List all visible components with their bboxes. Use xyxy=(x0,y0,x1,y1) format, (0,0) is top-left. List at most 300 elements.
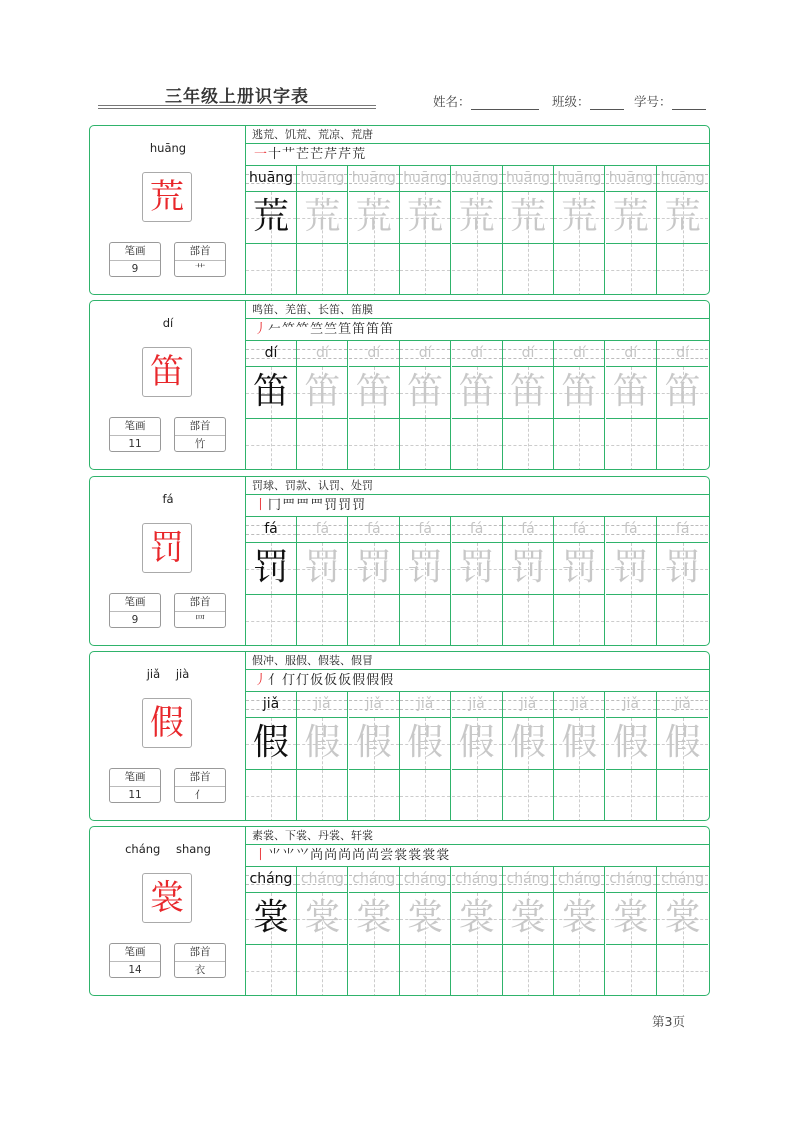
character-trace: 荒 xyxy=(458,196,495,237)
blank-writing-box[interactable] xyxy=(503,770,553,821)
page-header xyxy=(0,0,800,120)
guide-line xyxy=(606,621,656,622)
blank-writing-box[interactable] xyxy=(297,595,347,646)
blank-writing-box[interactable] xyxy=(400,945,450,996)
character-card xyxy=(89,300,710,470)
blank-writing-box[interactable] xyxy=(349,595,399,646)
stroke-step: 笛 xyxy=(352,322,367,337)
practice-cell[interactable] xyxy=(554,692,605,821)
blank-writing-box[interactable] xyxy=(297,419,347,470)
character-writing-box xyxy=(452,543,502,595)
pinyin-writing-row xyxy=(452,867,502,893)
pinyin-trace: dí xyxy=(573,345,586,361)
blank-writing-box[interactable] xyxy=(554,770,604,821)
pinyin-trace: jiǎ xyxy=(519,696,537,712)
stroke-step: 假 xyxy=(352,673,367,688)
guide-line xyxy=(606,445,656,446)
practice-panel xyxy=(246,126,709,294)
radical-value: 艹 xyxy=(194,263,206,275)
practice-cell[interactable] xyxy=(503,867,554,996)
radical-label: 部首 xyxy=(175,594,225,612)
radical-label: 部首 xyxy=(175,243,225,261)
character-trace: 笛 xyxy=(612,371,649,412)
blank-writing-box[interactable] xyxy=(606,770,656,821)
character-trace: 裳 xyxy=(407,897,444,938)
guide-line xyxy=(503,971,553,972)
guide-line xyxy=(400,621,450,622)
stroke-count-value: 9 xyxy=(131,614,139,626)
blank-writing-box[interactable] xyxy=(657,419,708,470)
practice-cell[interactable] xyxy=(246,166,297,295)
stroke-count-box xyxy=(109,417,161,452)
practice-cell[interactable] xyxy=(606,867,657,996)
page-number: 第3页 xyxy=(652,1014,685,1029)
pinyin-trace: huāng xyxy=(403,170,448,186)
guide-line xyxy=(452,445,502,446)
practice-cell[interactable] xyxy=(349,692,400,821)
guide-line xyxy=(554,445,604,446)
practice-cell[interactable] xyxy=(297,517,348,646)
guide-line xyxy=(554,270,604,271)
stroke-step: 丿 xyxy=(254,322,269,337)
example-words: 罚球、罚款、认罚、处罚 xyxy=(246,477,709,495)
blank-writing-box[interactable] xyxy=(246,945,296,996)
character-trace: 假 xyxy=(509,722,546,763)
student-id-blank[interactable] xyxy=(672,97,706,110)
practice-cell[interactable] xyxy=(452,867,503,996)
stroke-step: 尚 xyxy=(352,848,367,863)
practice-cell[interactable] xyxy=(657,867,708,996)
blank-writing-box[interactable] xyxy=(400,770,450,821)
pinyin-writing-row xyxy=(503,692,553,718)
stroke-count-value: 11 xyxy=(128,789,142,801)
pinyin-trace: jiǎ xyxy=(417,696,434,712)
practice-panel xyxy=(246,827,709,995)
practice-cell[interactable] xyxy=(400,867,451,996)
guide-line xyxy=(657,270,708,271)
pinyin-writing-row xyxy=(657,341,708,367)
character-writing-box xyxy=(657,718,708,770)
character-trace: 笛 xyxy=(561,371,598,412)
pinyin-writing-row xyxy=(657,517,708,543)
blank-writing-box[interactable] xyxy=(503,595,553,646)
practice-cell[interactable] xyxy=(349,867,400,996)
character-trace: 假 xyxy=(458,722,495,763)
stroke-order xyxy=(246,845,709,867)
pinyin-trace: dí xyxy=(418,345,432,361)
guide-line xyxy=(297,796,347,797)
practice-cell[interactable] xyxy=(606,341,657,470)
practice-grid xyxy=(246,867,709,996)
character-writing-box xyxy=(452,718,502,770)
character-trace: 裳 xyxy=(355,897,392,938)
character-trace: 笛 xyxy=(664,371,701,412)
character-trace: 假 xyxy=(304,722,341,763)
pinyin-trace: cháng xyxy=(455,871,499,887)
character-card xyxy=(89,476,710,646)
character-writing-box xyxy=(400,192,450,244)
character-trace: 罚 xyxy=(561,547,598,588)
stroke-count-box xyxy=(109,943,161,978)
practice-cell[interactable] xyxy=(657,517,708,646)
pinyin-trace: dí xyxy=(470,345,483,361)
practice-cell[interactable] xyxy=(246,692,297,821)
practice-cell[interactable] xyxy=(400,166,451,295)
blank-writing-box[interactable] xyxy=(657,770,708,821)
character-info-panel xyxy=(90,477,246,645)
pinyin-writing-row xyxy=(452,692,502,718)
example-words: 鸣笛、羌笛、长笛、笛膜 xyxy=(246,301,709,319)
pinyin-writing-row xyxy=(349,867,399,893)
stroke-step: 笛 xyxy=(366,322,381,337)
guide-line xyxy=(246,796,296,797)
character-trace: 裳 xyxy=(304,897,341,938)
stroke-step: ⺍ xyxy=(296,848,311,863)
guide-line xyxy=(657,445,708,446)
character-writing-box xyxy=(606,718,656,770)
stroke-step: 裳 xyxy=(436,848,451,863)
stroke-step: ⺌ xyxy=(268,848,283,863)
practice-cell[interactable] xyxy=(246,341,297,470)
stroke-step: 尝 xyxy=(380,848,395,863)
practice-cell[interactable] xyxy=(400,692,451,821)
pinyin-trace: huāng xyxy=(557,170,602,186)
practice-cell[interactable] xyxy=(297,341,348,470)
character-trace: 荒 xyxy=(509,196,546,237)
practice-panel xyxy=(246,652,709,820)
character-model: 罚 xyxy=(252,547,289,588)
stroke-count-label: 笔画 xyxy=(110,944,160,962)
stroke-step: 丨 xyxy=(254,498,269,513)
character-info-panel xyxy=(90,301,246,469)
pinyin-trace: huāng xyxy=(300,170,345,186)
character-writing-box xyxy=(400,893,450,945)
practice-cell[interactable] xyxy=(349,517,400,646)
pinyin-writing-row xyxy=(349,341,399,367)
blank-writing-box[interactable] xyxy=(503,945,553,996)
stroke-step: 仮 xyxy=(338,673,353,688)
character-writing-box xyxy=(606,367,656,419)
practice-cell[interactable] xyxy=(297,166,348,295)
pinyin-trace: fá xyxy=(469,521,484,537)
pinyin-writing-row xyxy=(297,517,347,543)
blank-writing-box[interactable] xyxy=(606,945,656,996)
practice-cell[interactable] xyxy=(503,341,554,470)
blank-writing-box[interactable] xyxy=(503,244,553,295)
pinyin-trace: fá xyxy=(675,521,690,537)
pinyin-trace: dí xyxy=(521,345,535,361)
practice-cell[interactable] xyxy=(554,867,605,996)
character-writing-box xyxy=(503,367,553,419)
stroke-step: 罚 xyxy=(352,498,367,513)
radical-label: 部首 xyxy=(175,418,225,436)
guide-line xyxy=(400,971,450,972)
guide-line xyxy=(503,270,553,271)
blank-writing-box[interactable] xyxy=(246,244,296,295)
guide-line xyxy=(452,621,502,622)
stroke-step: 十 xyxy=(268,147,283,162)
pinyin-writing-row xyxy=(606,692,656,718)
character-display: 裳 xyxy=(142,873,192,923)
practice-cell[interactable] xyxy=(554,341,605,470)
class-field[interactable] xyxy=(552,92,624,110)
guide-line xyxy=(297,971,347,972)
practice-cell[interactable] xyxy=(452,692,503,821)
blank-writing-box[interactable] xyxy=(452,419,502,470)
pinyin-writing-row xyxy=(349,166,399,192)
practice-cell[interactable] xyxy=(400,517,451,646)
practice-grid xyxy=(246,692,709,821)
practice-cell[interactable] xyxy=(554,166,605,295)
character-display: 罚 xyxy=(142,523,192,573)
stroke-step: 丿 xyxy=(254,673,269,688)
practice-grid xyxy=(246,166,709,295)
stroke-step: 假 xyxy=(366,673,381,688)
practice-cell[interactable] xyxy=(503,692,554,821)
practice-cell[interactable] xyxy=(606,692,657,821)
pinyin-writing-row xyxy=(554,867,604,893)
practice-cell[interactable] xyxy=(400,341,451,470)
pinyin-writing-row xyxy=(400,517,450,543)
blank-writing-box[interactable] xyxy=(297,945,347,996)
practice-cell[interactable] xyxy=(657,166,708,295)
character-pinyin: huāng xyxy=(149,141,187,155)
guide-line xyxy=(349,621,399,622)
stroke-step: 尚 xyxy=(338,848,353,863)
blank-writing-box[interactable] xyxy=(657,945,708,996)
blank-writing-box[interactable] xyxy=(554,419,604,470)
pinyin-trace: fá xyxy=(572,521,587,537)
stroke-step: 艹 xyxy=(282,147,297,162)
radical-value: 衣 xyxy=(194,964,206,976)
stroke-count-value: 9 xyxy=(131,263,139,275)
stroke-step: 芹 xyxy=(338,147,353,162)
character-writing-box xyxy=(297,893,347,945)
character-trace: 罚 xyxy=(612,547,649,588)
character-pinyin: fá xyxy=(162,492,174,506)
blank-writing-box[interactable] xyxy=(452,770,502,821)
radical-box xyxy=(174,417,226,452)
practice-cell[interactable] xyxy=(452,166,503,295)
pinyin-trace: cháng xyxy=(557,871,601,887)
stroke-count-value: 11 xyxy=(128,438,142,450)
blank-writing-box[interactable] xyxy=(297,244,347,295)
stroke-step: 一 xyxy=(254,147,269,162)
blank-writing-box[interactable] xyxy=(554,945,604,996)
character-writing-box xyxy=(246,192,296,244)
pinyin-writing-row xyxy=(452,166,502,192)
blank-writing-box[interactable] xyxy=(606,244,656,295)
blank-writing-box[interactable] xyxy=(400,595,450,646)
guide-line xyxy=(554,971,604,972)
character-trace: 罚 xyxy=(407,547,444,588)
stroke-step: 笪 xyxy=(338,322,353,337)
character-card xyxy=(89,826,710,996)
character-trace: 罚 xyxy=(664,547,701,588)
practice-cell[interactable] xyxy=(657,341,708,470)
character-writing-box xyxy=(657,192,708,244)
pinyin-writing-row xyxy=(503,166,553,192)
practice-cell[interactable] xyxy=(503,166,554,295)
character-writing-box xyxy=(554,192,604,244)
pinyin-trace: cháng xyxy=(352,871,396,887)
practice-cell[interactable] xyxy=(452,341,503,470)
pinyin-trace: fá xyxy=(418,521,432,537)
character-writing-box xyxy=(246,718,296,770)
stroke-step: 罒 xyxy=(310,498,325,513)
blank-writing-box[interactable] xyxy=(554,595,604,646)
practice-cell[interactable] xyxy=(606,166,657,295)
guide-line xyxy=(297,270,347,271)
pinyin-trace: jiǎ xyxy=(314,696,331,712)
pinyin-writing-row xyxy=(657,867,708,893)
guide-line xyxy=(246,971,296,972)
stroke-step: 芒 xyxy=(310,147,325,162)
blank-writing-box[interactable] xyxy=(400,419,450,470)
character-trace: 笛 xyxy=(458,371,495,412)
character-trace: 荒 xyxy=(407,196,444,237)
stroke-count-label: 笔画 xyxy=(110,769,160,787)
character-writing-box xyxy=(349,543,399,595)
pinyin-writing-row xyxy=(503,867,553,893)
guide-line xyxy=(349,270,399,271)
character-trace: 荒 xyxy=(355,196,392,237)
name-field[interactable] xyxy=(433,92,539,110)
blank-writing-box[interactable] xyxy=(452,595,502,646)
stroke-step: 竺 xyxy=(310,322,325,337)
practice-cell[interactable] xyxy=(246,867,297,996)
character-trace: 罚 xyxy=(355,547,392,588)
guide-line xyxy=(503,796,553,797)
blank-writing-box[interactable] xyxy=(503,419,553,470)
character-trace: 罚 xyxy=(304,547,341,588)
practice-cell[interactable] xyxy=(349,341,400,470)
character-writing-box xyxy=(503,718,553,770)
practice-cell[interactable] xyxy=(657,692,708,821)
name-blank[interactable] xyxy=(471,97,539,110)
character-writing-box xyxy=(554,718,604,770)
stroke-step: 罚 xyxy=(324,498,339,513)
guide-line xyxy=(657,796,708,797)
stroke-step: 𥫗 xyxy=(296,322,311,337)
pinyin-trace: fá xyxy=(315,521,330,537)
pinyin-writing-row xyxy=(297,166,347,192)
guide-line xyxy=(349,971,399,972)
class-blank[interactable] xyxy=(590,97,624,110)
pinyin-trace: dí xyxy=(624,345,638,361)
guide-line xyxy=(452,971,502,972)
stroke-step: 裳 xyxy=(394,848,409,863)
character-info-panel xyxy=(90,652,246,820)
character-trace: 裳 xyxy=(509,897,546,938)
character-writing-box xyxy=(503,893,553,945)
blank-writing-box[interactable] xyxy=(349,419,399,470)
blank-writing-box[interactable] xyxy=(349,770,399,821)
guide-line xyxy=(657,971,708,972)
practice-cell[interactable] xyxy=(606,517,657,646)
practice-cell[interactable] xyxy=(452,517,503,646)
blank-writing-box[interactable] xyxy=(297,770,347,821)
page-title: 三年级上册识字表 xyxy=(165,87,309,107)
stroke-count-box xyxy=(109,768,161,803)
blank-writing-box[interactable] xyxy=(246,770,296,821)
blank-writing-box[interactable] xyxy=(349,244,399,295)
character-trace: 笛 xyxy=(355,371,392,412)
practice-cell[interactable] xyxy=(503,517,554,646)
character-writing-box xyxy=(452,367,502,419)
pinyin-writing-row xyxy=(503,517,553,543)
student-id-field[interactable] xyxy=(634,92,706,110)
blank-writing-box[interactable] xyxy=(606,595,656,646)
stroke-step: 仮 xyxy=(310,673,325,688)
character-trace: 假 xyxy=(664,722,701,763)
blank-writing-box[interactable] xyxy=(246,419,296,470)
guide-line xyxy=(297,621,347,622)
character-display: 荒 xyxy=(142,172,192,222)
pinyin-trace: fá xyxy=(521,521,535,537)
pinyin-trace: jiǎ xyxy=(571,696,588,712)
character-writing-box xyxy=(400,543,450,595)
practice-cell[interactable] xyxy=(297,692,348,821)
character-trace: 笛 xyxy=(407,371,444,412)
practice-cell[interactable] xyxy=(246,517,297,646)
character-writing-box xyxy=(554,893,604,945)
character-writing-box xyxy=(503,543,553,595)
practice-cell[interactable] xyxy=(297,867,348,996)
blank-writing-box[interactable] xyxy=(657,244,708,295)
character-model: 荒 xyxy=(252,196,289,237)
blank-writing-box[interactable] xyxy=(246,595,296,646)
pinyin-writing-row xyxy=(606,166,656,192)
stroke-step: 假 xyxy=(380,673,395,688)
blank-writing-box[interactable] xyxy=(452,945,502,996)
radical-value: 竹 xyxy=(194,438,206,450)
pinyin-writing-row xyxy=(349,692,399,718)
blank-writing-box[interactable] xyxy=(400,244,450,295)
stroke-step: 尚 xyxy=(366,848,381,863)
blank-writing-box[interactable] xyxy=(452,244,502,295)
practice-cell[interactable] xyxy=(554,517,605,646)
pinyin-trace: fá xyxy=(367,521,381,537)
pinyin-writing-row xyxy=(452,341,502,367)
character-trace: 笛 xyxy=(509,371,546,412)
character-writing-box xyxy=(554,543,604,595)
guide-line xyxy=(349,445,399,446)
stroke-step: 𥫗 xyxy=(282,322,297,337)
pinyin-writing-row xyxy=(606,867,656,893)
blank-writing-box[interactable] xyxy=(657,595,708,646)
pinyin-writing-row xyxy=(400,341,450,367)
radical-value: 亻 xyxy=(194,789,206,801)
pinyin-trace: jiǎ xyxy=(622,696,639,712)
pinyin-writing-row xyxy=(503,341,553,367)
practice-cell[interactable] xyxy=(349,166,400,295)
pinyin-trace: jiǎ xyxy=(468,696,485,712)
pinyin-writing-row xyxy=(246,692,296,718)
character-trace: 笛 xyxy=(304,371,341,412)
guide-line xyxy=(246,445,296,446)
pinyin-writing-row xyxy=(400,692,450,718)
blank-writing-box[interactable] xyxy=(606,419,656,470)
blank-writing-box[interactable] xyxy=(349,945,399,996)
title-underline xyxy=(98,105,376,106)
stroke-count-label: 笔画 xyxy=(110,418,160,436)
blank-writing-box[interactable] xyxy=(554,244,604,295)
character-trace: 裳 xyxy=(612,897,649,938)
stroke-step: 裳 xyxy=(422,848,437,863)
character-writing-box xyxy=(400,367,450,419)
character-writing-box xyxy=(349,192,399,244)
